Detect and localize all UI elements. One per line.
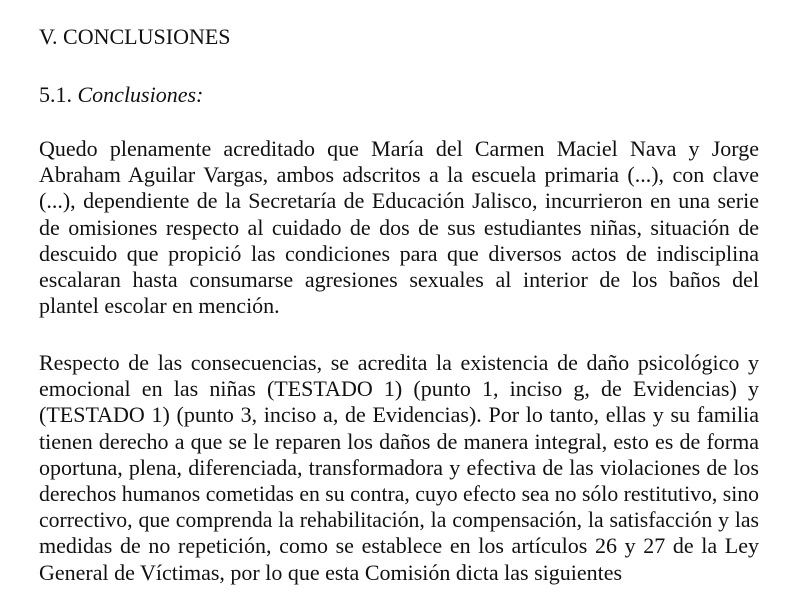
paragraph-line: emocional en las niñas (TESTADO 1) (punto 1, inciso g, de Evidencias) y [39, 376, 759, 402]
paragraph-line: (TESTADO 1) (punto 3, inciso a, de Evidencias). Por lo tanto, ellas y su familia [39, 402, 759, 428]
conclusion-paragraph-2 [39, 350, 759, 586]
paragraph-line: (...), dependiente de la Secretaría de Educación Jalisco, incurrieron en una serie [39, 188, 759, 214]
paragraph-line: correctivo, que comprenda la rehabilitación, la compensación, la satisfacción y las [39, 508, 759, 533]
conclusion-paragraph-1 [39, 136, 759, 319]
paragraph-line: General de Víctimas, por lo que esta Comisión dicta las siguientes [39, 559, 623, 585]
paragraph-line: Abraham Aguilar Vargas, ambos adscritos a la escuela primaria (...), con clave [39, 162, 759, 188]
paragraph-line: medidas de no repetición, como se establece en los artículos 26 y 27 de la Ley [39, 533, 759, 559]
paragraph-line: tienen derecho a que se le reparen los daños de manera integral, esto es de forma [39, 428, 759, 454]
paragraph-line: escalaran hasta consumarse agresiones sexuales al interior de los baños del [39, 267, 759, 293]
subsection-title: Conclusiones: [77, 82, 204, 107]
paragraph-line: de omisiones respecto al cuidado de dos de sus estudiantes niñas, situación de [39, 214, 759, 240]
paragraph-line: Respecto de las consecuencias, se acredita la existencia de daño psicológico y [39, 350, 759, 375]
paragraph-line: descuido que propició las condiciones para que diversos actos de indisciplina [39, 240, 759, 266]
section-heading: V. CONCLUSIONES [39, 24, 231, 49]
paragraph-line: derechos humanos cometidas en su contra, cuyo efecto sea no sólo restitutivo, sino [39, 482, 759, 507]
subsection-number: 5.1. [39, 82, 72, 107]
paragraph-line: oportuna, plena, diferenciada, transformadora y efectiva de las violaciones de los [39, 454, 759, 480]
subsection-heading [39, 80, 203, 110]
paragraph-line: Quedo plenamente acreditado que María del Carmen Maciel Nava y Jorge [39, 136, 759, 161]
paragraph-line: plantel escolar en mención. [39, 293, 280, 319]
